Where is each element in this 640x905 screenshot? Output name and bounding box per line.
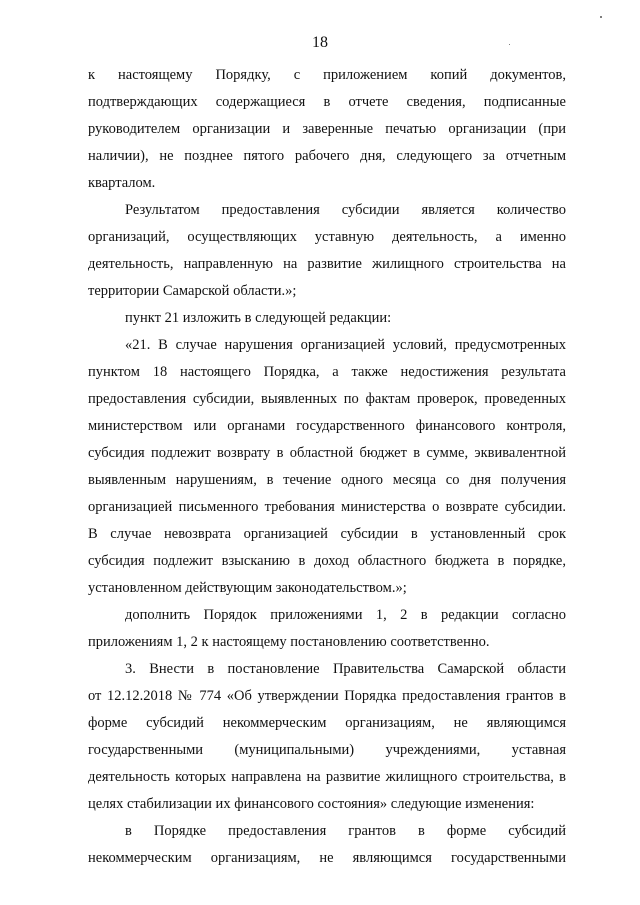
text-line: деятельность которых направлена на развитие жилищного строительства, в xyxy=(88,769,566,785)
text-line: территории Самарской области.»; xyxy=(88,283,297,299)
text-line: от 12.12.2018 № 774 «Об утверждении Порядка предоставления грантов в xyxy=(88,688,566,704)
text-line: выявленным нарушениям, в течение одного месяца со дня получения xyxy=(88,472,566,488)
text-line: Результатом предоставления субсидии является количество xyxy=(125,202,566,218)
text-line: наличии), не позднее пятого рабочего дня, следующего за отчетным xyxy=(88,148,566,164)
paragraph xyxy=(88,332,566,602)
text-line: пунктом 18 настоящего Порядка, а также недостижения результата xyxy=(88,364,566,380)
text-line: некоммерческим организациям, не являющимся государственными xyxy=(88,850,566,866)
text-line: субсидия подлежит взысканию в доход областного бюджета в порядке, xyxy=(88,553,566,569)
paragraph xyxy=(88,656,566,818)
text-line: министерством или органами государственного финансового контроля, xyxy=(88,418,566,434)
paragraph xyxy=(88,305,566,332)
paragraph xyxy=(88,602,566,656)
text-line: к настоящему Порядку, с приложением копий документов, xyxy=(88,67,566,83)
text-line: предоставления субсидии, выявленных по фактам проверок, проведенных xyxy=(88,391,566,407)
text-line: подтверждающих содержащиеся в отчете сведения, подписанные xyxy=(88,94,566,110)
text-line: дополнить Порядок приложениями 1, 2 в редакции согласно xyxy=(125,607,566,623)
text-line: государственными (муниципальными) учреждениями, уставная xyxy=(88,742,566,758)
text-line: пункт 21 изложить в следующей редакции: xyxy=(125,310,392,326)
paragraph xyxy=(88,818,566,872)
text-line: руководителем организации и заверенные печатью организации (при xyxy=(88,121,566,137)
text-line: 3. Внести в постановление Правительства Самарской области xyxy=(125,661,566,677)
text-line: в Порядке предоставления грантов в форме субсидий xyxy=(125,823,566,839)
text-line: В случае невозврата организацией субсидии в установленный срок xyxy=(88,526,566,542)
text-line: организацией письменного требования министерства о возврате субсидии. xyxy=(88,499,566,515)
paragraph xyxy=(88,197,566,305)
paragraph xyxy=(88,62,566,197)
text-line: «21. В случае нарушения организацией условий, предусмотренных xyxy=(125,337,566,353)
text-line: установленном действующим законодательством.»; xyxy=(88,580,407,596)
page-number: 18 xyxy=(312,34,328,51)
text-line: приложениям 1, 2 к настоящему постановлению соответственно. xyxy=(88,634,490,650)
document-body xyxy=(88,62,566,872)
text-line: деятельность, направленную на развитие жилищного строительства на xyxy=(88,256,566,272)
text-line: форме субсидий некоммерческим организациям, не являющимся xyxy=(88,715,566,731)
text-line: целях стабилизации их финансового состояния» следующие изменения: xyxy=(88,796,535,812)
text-line: субсидия подлежит возврату в областной бюджет в сумме, эквивалентной xyxy=(88,445,566,461)
scan-speck xyxy=(509,44,510,45)
text-line: кварталом. xyxy=(88,175,156,191)
text-line: организаций, осуществляющих уставную деятельность, а именно xyxy=(88,229,566,245)
scan-speck xyxy=(600,16,602,18)
